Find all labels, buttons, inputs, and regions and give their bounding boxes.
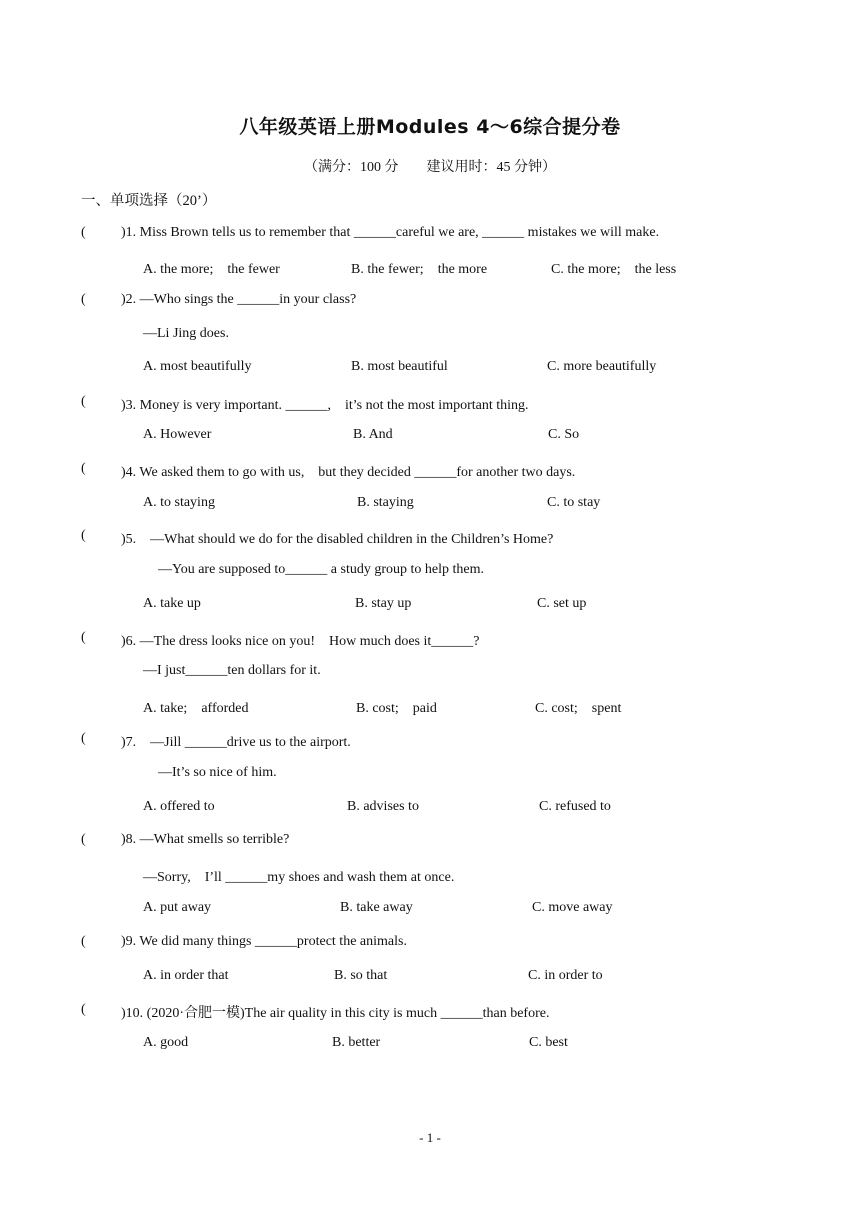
reply-2: —Li Jing does.	[143, 326, 229, 341]
section-heading: 一、单项选择（20’）	[81, 193, 217, 209]
option-a: A. most beautifully	[143, 359, 252, 374]
option-b: B. most beautiful	[351, 359, 448, 374]
answer-blank: (	[81, 1002, 86, 1017]
page-title: 八年级英语上册Modules 4～6综合提分卷	[239, 116, 621, 138]
reply-8: —Sorry, I’ll ______my shoes and wash them at once.	[143, 870, 455, 885]
question-text: )6. —The dress looks nice on you! How much does it______?	[121, 634, 480, 649]
option-a: A. in order that	[143, 968, 229, 983]
page-subtitle: （满分：100 分 建议用时：45 分钟）	[304, 160, 556, 175]
option-b: B. the fewer; the more	[351, 262, 488, 277]
option-b: B. And	[353, 427, 393, 442]
option-c: C. cost; spent	[535, 701, 622, 716]
option-c: C. more beautifully	[547, 359, 657, 374]
page-number: - 1 -	[419, 1130, 441, 1145]
option-a: A. the more; the fewer	[143, 262, 280, 277]
question-text: )4. We asked them to go with us, but they decided ______for another two days.	[121, 465, 576, 480]
option-b: B. stay up	[355, 596, 412, 611]
question-text: )7. —Jill ______drive us to the airport.	[121, 735, 351, 750]
option-c: C. set up	[537, 596, 587, 611]
option-b: B. better	[332, 1035, 381, 1050]
option-a: A. However	[143, 427, 212, 442]
question-text: )2. —Who sings the ______in your class?	[121, 292, 357, 307]
question-text: )10. (2020·合肥一模)The air quality in this city is much ______than before.	[121, 1006, 550, 1021]
option-b: B. take away	[340, 900, 413, 915]
question-text: )1. Miss Brown tells us to remember that ______careful we are, ______ mistakes we will make.	[121, 225, 660, 240]
answer-blank: (	[81, 630, 86, 645]
question-text: )9. We did many things ______protect the animals.	[121, 934, 407, 949]
answer-blank: (	[81, 934, 86, 949]
answer-blank: (	[81, 292, 86, 307]
reply-7: —It’s so nice of him.	[158, 765, 277, 780]
option-c: C. in order to	[528, 968, 603, 983]
option-b: B. advises to	[347, 799, 419, 814]
answer-blank: (	[81, 832, 86, 847]
answer-blank: (	[81, 225, 86, 240]
option-b: B. staying	[357, 495, 414, 510]
answer-blank: (	[81, 731, 86, 746]
option-c: C. to stay	[547, 495, 601, 510]
reply-5: —You are supposed to______ a study group to help them.	[158, 562, 484, 577]
question-text: )5. —What should we do for the disabled children in the Children’s Home?	[121, 532, 554, 547]
answer-blank: (	[81, 461, 86, 476]
option-a: A. offered to	[143, 799, 215, 814]
question-text: )8. —What smells so terrible?	[121, 832, 290, 847]
option-a: A. take up	[143, 596, 201, 611]
option-a: A. to staying	[143, 495, 215, 510]
question-text: )3. Money is very important. ______, it’s not the most important thing.	[121, 398, 529, 413]
option-b: B. cost; paid	[356, 701, 437, 716]
option-b: B. so that	[334, 968, 388, 983]
option-a: A. good	[143, 1035, 189, 1050]
answer-blank: (	[81, 528, 86, 543]
option-a: A. put away	[143, 900, 212, 915]
option-c: C. move away	[532, 900, 613, 915]
option-a: A. take; afforded	[143, 701, 249, 716]
answer-blank: (	[81, 394, 86, 409]
option-c: C. the more; the less	[551, 262, 677, 277]
option-c: C. best	[529, 1035, 568, 1050]
option-c: C. So	[548, 427, 580, 442]
reply-6: —I just______ten dollars for it.	[143, 663, 321, 678]
option-c: C. refused to	[539, 799, 611, 814]
